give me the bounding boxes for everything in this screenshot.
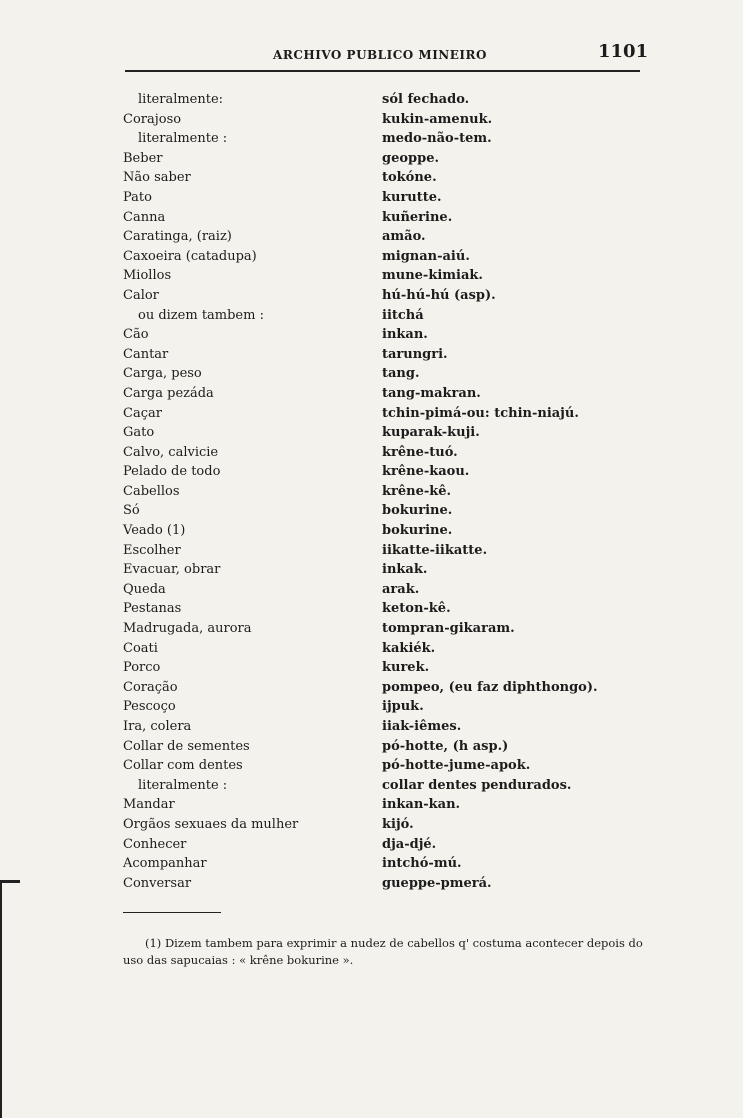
running-header-title: ARCHIVO PUBLICO MINEIRO	[273, 48, 487, 62]
vocab-translation: krêne-kaou.	[382, 464, 470, 480]
vocab-translation: inkan.	[382, 327, 428, 343]
vocab-term: literalmente :	[138, 777, 228, 793]
vocab-row	[0, 580, 743, 600]
vocab-term: Calvo, calvicie	[123, 444, 219, 460]
vocab-row	[0, 423, 743, 443]
vocab-row	[0, 678, 743, 698]
vocab-term: Conversar	[123, 875, 192, 891]
vocab-row	[0, 815, 743, 835]
vocab-term: Escolher	[123, 542, 181, 558]
vocab-term: Madrugada, aurora	[123, 621, 252, 637]
vocab-row	[0, 462, 743, 482]
vocab-translation: dja-djé.	[382, 836, 437, 852]
vocab-translation: tang.	[382, 366, 420, 382]
vocab-translation: ijpuk.	[382, 699, 424, 715]
vocab-translation: krêne-kê.	[382, 483, 452, 499]
vocab-term: Caçar	[123, 405, 162, 421]
vocab-row	[0, 384, 743, 404]
vocab-row	[0, 306, 743, 326]
vocab-row	[0, 90, 743, 110]
footnote: (1) Dizem tambem para exprimir a nudez de cabellos q' costuma acontecer depois do uso das sapucaias : « krêne bokurine ».	[123, 936, 643, 967]
vocab-row	[0, 737, 743, 757]
vocab-translation: medo-não-tem.	[382, 131, 492, 147]
vocab-translation: krêne-tuó.	[382, 444, 458, 460]
vocab-term: Caratinga, (raiz)	[123, 229, 232, 245]
vocabulary-list	[0, 90, 743, 893]
vocab-term: ou dizem tambem :	[138, 307, 264, 323]
vocab-translation: intchó-mú.	[382, 856, 462, 872]
vocab-translation: tokóne.	[382, 170, 437, 186]
vocab-translation: kakiék.	[382, 640, 436, 656]
vocab-term: Veado (1)	[123, 523, 186, 539]
vocab-translation: tarungri.	[382, 346, 448, 362]
vocab-row	[0, 835, 743, 855]
vocab-row	[0, 286, 743, 306]
vocab-row	[0, 776, 743, 796]
vocab-translation: tompran-gikaram.	[382, 621, 515, 637]
vocab-term: Corajoso	[123, 111, 182, 127]
vocab-row	[0, 717, 743, 737]
vocab-translation: amão.	[382, 229, 426, 245]
vocab-translation: mignan-aiú.	[382, 248, 470, 264]
vocab-row	[0, 208, 743, 228]
vocab-row	[0, 697, 743, 717]
vocab-term: Pestanas	[123, 601, 182, 617]
vocab-term: Conhecer	[123, 836, 187, 852]
vocab-term: Gato	[123, 425, 155, 441]
vocab-term: Coati	[123, 640, 158, 656]
vocab-term: Orgãos sexuaes da mulher	[123, 816, 299, 832]
scan-margin-mark	[0, 880, 20, 883]
vocab-translation: inkak.	[382, 562, 428, 578]
vocab-translation: iiak-iêmes.	[382, 719, 462, 734]
vocab-term: Cantar	[123, 346, 169, 362]
vocab-translation: kukin-amenuk.	[382, 111, 493, 127]
vocab-term: Mandar	[123, 797, 175, 813]
vocab-term: Só	[123, 503, 140, 519]
vocab-term: Pelado de todo	[123, 464, 221, 480]
vocab-term: Calor	[123, 287, 159, 303]
vocab-translation: pó-hotte, (h asp.)	[382, 738, 509, 754]
vocab-row	[0, 188, 743, 208]
vocab-term: Caxoeira (catadupa)	[123, 248, 257, 264]
vocab-translation: pó-hotte-jume-apok.	[382, 758, 531, 774]
vocab-translation: pompeo, (eu faz diphthongo).	[382, 679, 598, 695]
vocab-row	[0, 541, 743, 561]
vocab-translation: keton-kê.	[382, 601, 451, 617]
vocab-translation: bokurine.	[382, 523, 453, 539]
vocab-row	[0, 345, 743, 365]
vocab-row	[0, 599, 743, 619]
vocab-row	[0, 110, 743, 130]
vocab-row	[0, 443, 743, 463]
vocab-term: Ira, colera	[123, 719, 192, 734]
vocab-row	[0, 560, 743, 580]
vocab-row	[0, 227, 743, 247]
vocab-row	[0, 129, 743, 149]
vocab-term: Cabellos	[123, 483, 180, 499]
header-rule	[125, 70, 640, 72]
vocab-row	[0, 404, 743, 424]
vocab-row	[0, 639, 743, 659]
vocab-row	[0, 521, 743, 541]
vocab-row	[0, 501, 743, 521]
vocab-row	[0, 795, 743, 815]
vocab-translation: tang-makran.	[382, 385, 481, 401]
vocab-term: Carga pezáda	[123, 385, 214, 401]
vocab-row	[0, 658, 743, 678]
vocab-translation: sól fechado.	[382, 92, 470, 107]
vocab-term: literalmente :	[138, 131, 228, 147]
vocab-term: Pato	[123, 189, 152, 205]
vocab-term: Acompanhar	[123, 856, 207, 872]
vocab-row	[0, 364, 743, 384]
vocab-translation: mune-kimiak.	[382, 268, 483, 284]
vocab-row	[0, 325, 743, 345]
vocab-term: Beber	[123, 150, 163, 166]
vocab-term: Cão	[123, 327, 149, 343]
vocab-row	[0, 247, 743, 267]
vocab-translation: collar dentes pendurados.	[382, 777, 572, 793]
vocab-term: Pescoço	[123, 699, 176, 715]
vocab-translation: arak.	[382, 581, 420, 597]
vocab-row	[0, 168, 743, 188]
vocab-translation: kurek.	[382, 660, 430, 676]
vocab-row	[0, 266, 743, 286]
vocab-term: Collar com dentes	[123, 758, 243, 774]
vocab-term: Collar de sementes	[123, 738, 250, 754]
vocab-term: literalmente:	[138, 92, 224, 107]
vocab-translation: bokurine.	[382, 503, 453, 519]
vocab-row	[0, 756, 743, 776]
vocab-row	[0, 874, 743, 894]
vocab-translation: iitchá	[382, 307, 424, 323]
vocab-row	[0, 149, 743, 169]
vocab-term: Evacuar, obrar	[123, 562, 221, 578]
vocab-row	[0, 854, 743, 874]
vocab-row	[0, 619, 743, 639]
vocab-translation: kuparak-kuji.	[382, 425, 480, 441]
footnote-rule	[123, 912, 221, 913]
scan-margin-edge	[0, 880, 2, 1118]
page-number: 1101	[598, 41, 649, 62]
vocab-term: Porco	[123, 660, 161, 676]
vocab-term: Miollos	[123, 268, 172, 284]
vocab-term: Coração	[123, 679, 178, 695]
vocab-translation: hú-hú-hú (asp).	[382, 287, 496, 303]
vocab-term: Queda	[123, 581, 166, 597]
vocab-term: Canna	[123, 209, 166, 225]
vocab-translation: kuñerine.	[382, 209, 453, 225]
vocab-translation: geoppe.	[382, 150, 440, 166]
vocab-translation: inkan-kan.	[382, 797, 461, 813]
vocab-translation: kurutte.	[382, 189, 442, 205]
vocab-row	[0, 482, 743, 502]
vocab-translation: kijó.	[382, 816, 414, 832]
vocab-translation: tchin-pimá-ou: tchin-niajú.	[382, 405, 579, 421]
vocab-translation: gueppe-pmerá.	[382, 875, 492, 891]
vocab-term: Carga, peso	[123, 366, 202, 382]
vocab-translation: iikatte-iikatte.	[382, 542, 488, 558]
vocab-term: Não saber	[123, 170, 191, 186]
